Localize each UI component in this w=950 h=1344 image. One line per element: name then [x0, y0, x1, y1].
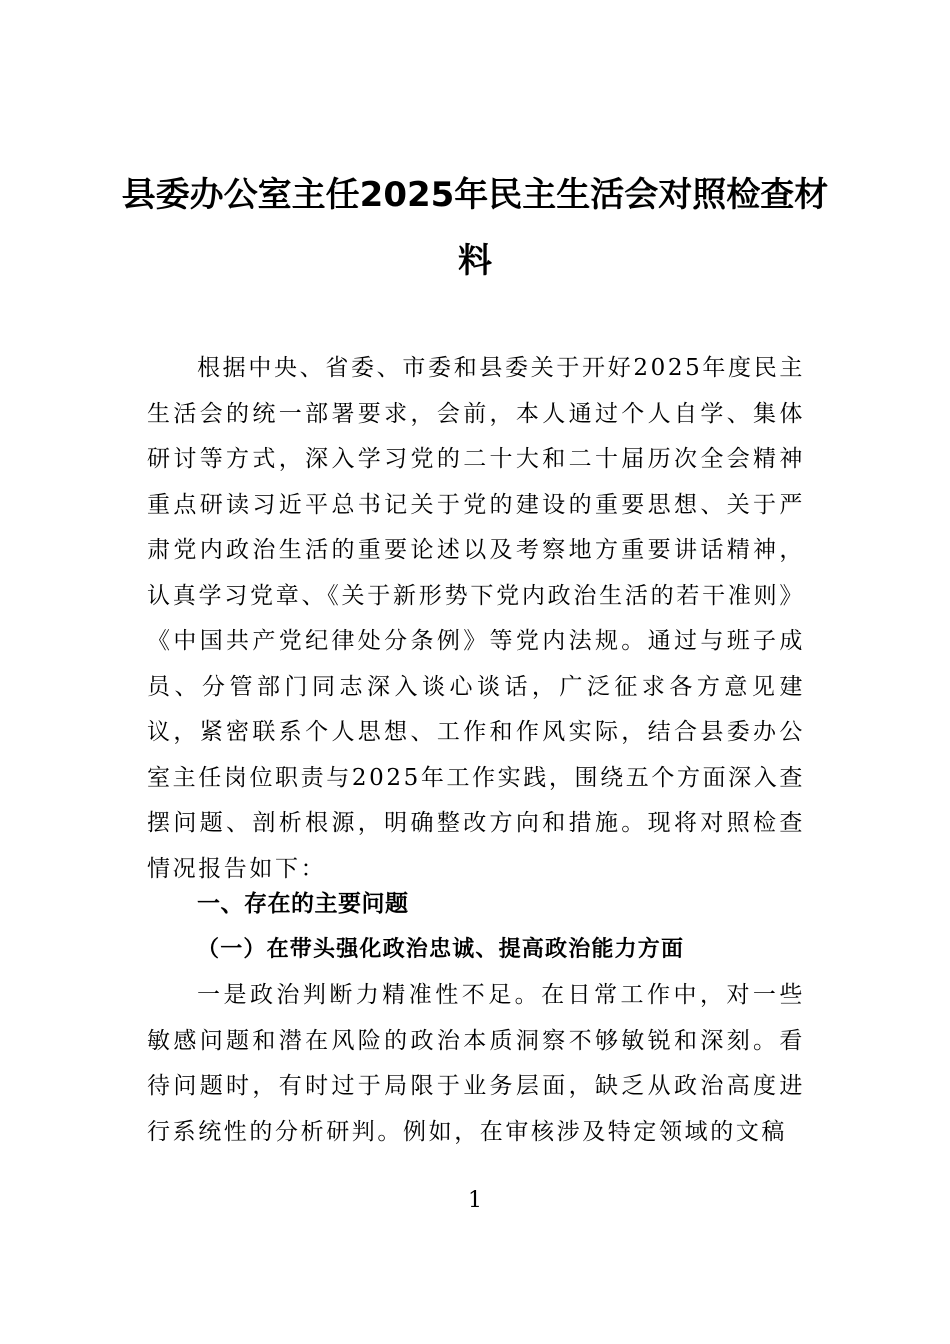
subsection-paragraph: 一是政治判断力精准性不足。在日常工作中，对一些敏感问题和潜在风险的政治本质洞察不够敏锐和深刻。看待问题时，有时过于局限于业务层面，缺乏从政治高度进行系统性的分析研判。例如，在审核涉及特定领域的文稿 [147, 982, 805, 1145]
document-title: 县委办公室主任2025年民主生活会对照检查材料 [121, 175, 829, 281]
intro-paragraph: 根据中央、省委、市委和县委关于开好2025年度民主生活会的统一部署要求，会前，本人通过个人自学、集体研讨等方式，深入学习党的二十大和二十届历次全会精神重点研读习近平总书记关于党的建设的重要思想、关于严肃党内政治生活的重要论述以及考察地方重要讲话精神，认真学习党章、《关于新形势下党内政治生活的若干准则》《中国共产党纪律处分条例》等党内法规。通过与班子成员、分管部门同志深入谈心谈话，广泛征求各方意见建议，紧密联系个人思想、工作和作风实际，结合县委办公室主任岗位职责与2025年工作实践，围绕五个方面深入查摆问题、剖析根源，明确整改方向和措施。现将对照检查情况报告如下： [147, 355, 805, 882]
page-number: 1 [468, 1188, 482, 1213]
section-heading: 一、存在的主要问题 [197, 891, 409, 917]
subsection-heading: （一）在带头强化政治忠诚、提高政治能力方面 [197, 936, 685, 962]
